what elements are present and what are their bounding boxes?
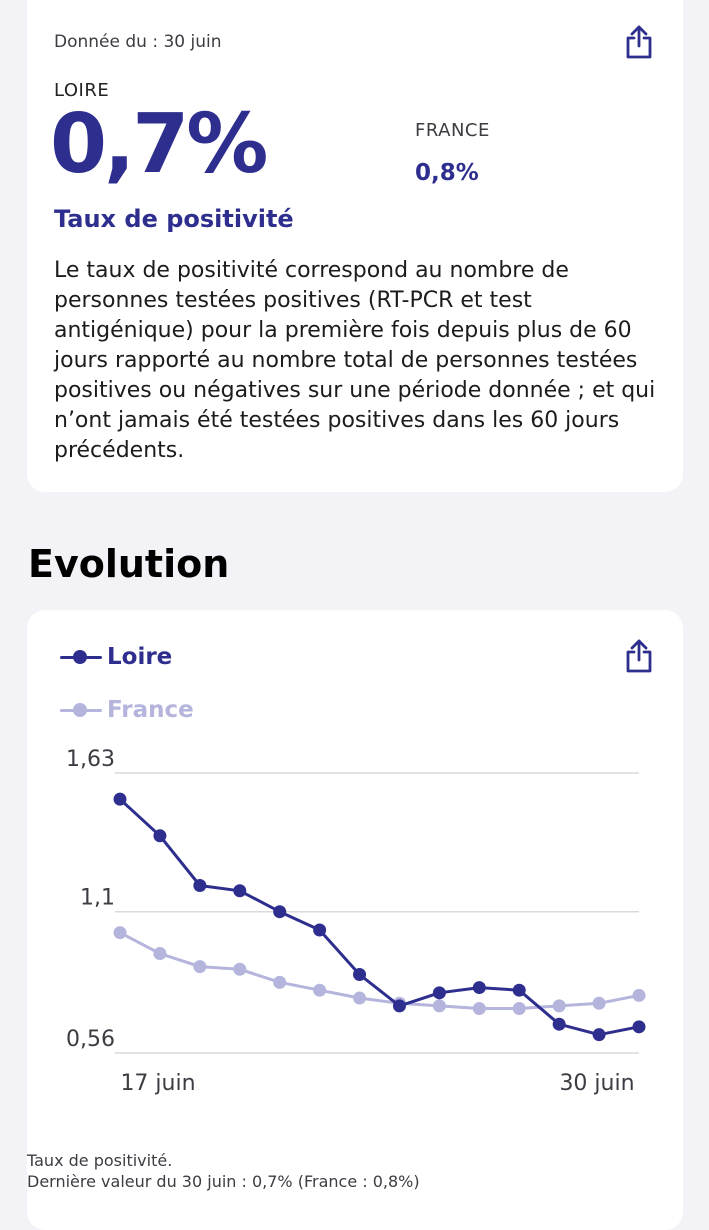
caption-line-1: Taux de positivité.	[27, 1151, 173, 1170]
metric-name: Taux de positivité	[54, 205, 294, 233]
data-point-loire	[193, 879, 206, 892]
share-icon[interactable]	[624, 24, 654, 60]
data-point-france	[273, 976, 286, 989]
section-title: Evolution	[28, 542, 230, 586]
positivity-chart	[27, 610, 683, 1150]
data-point-france	[473, 1002, 486, 1015]
data-point-loire	[273, 905, 286, 918]
data-point-france	[593, 997, 606, 1010]
data-point-loire	[233, 884, 246, 897]
data-point-loire	[473, 981, 486, 994]
france-value: 0,8%	[415, 160, 479, 186]
legend-label-loire: Loire	[107, 644, 173, 670]
chart-caption	[27, 1150, 420, 1192]
summary-card	[27, 0, 683, 492]
data-point-france	[313, 984, 326, 997]
data-point-france	[353, 992, 366, 1005]
legend-label-france: France	[107, 697, 194, 723]
data-point-france	[193, 960, 206, 973]
data-point-loire	[114, 793, 127, 806]
data-point-loire	[513, 984, 526, 997]
data-point-loire	[153, 829, 166, 842]
y-tick-label: 1,1	[80, 885, 115, 911]
data-point-france	[513, 1002, 526, 1015]
data-point-france	[553, 999, 566, 1012]
data-point-france	[233, 963, 246, 976]
data-point-loire	[593, 1028, 606, 1041]
evolution-card	[27, 610, 683, 1230]
data-point-loire	[433, 986, 446, 999]
x-tick-label: 30 juin	[559, 1071, 635, 1096]
data-point-france	[153, 947, 166, 960]
x-tick-label: 17 juin	[120, 1071, 196, 1096]
data-point-france	[433, 999, 446, 1012]
data-point-loire	[553, 1018, 566, 1031]
data-point-loire	[353, 968, 366, 981]
data-date: Donnée du : 30 juin	[54, 32, 222, 52]
metric-description: Le taux de positivité correspond au nombre de personnes testées positives (RT-PCR et test antigénique) pour la première fois depuis plus de 60 jours rapporté au nombre total de personnes testées positives ou négatives sur une période donnée ; et qui n’ont jamais été testées positives dans les 60 jours précédents.	[54, 258, 656, 463]
data-point-france	[633, 989, 646, 1002]
region-value: 0,7%	[50, 97, 266, 192]
caption-line-2: Dernière valeur du 30 juin : 0,7% (France : 0,8%)	[27, 1172, 420, 1191]
region-label: LOIRE	[54, 80, 110, 101]
france-label: FRANCE	[415, 120, 490, 141]
data-point-france	[114, 926, 127, 939]
y-tick-label: 1,63	[66, 747, 115, 772]
data-point-loire	[313, 924, 326, 937]
y-tick-label: 0,56	[66, 1027, 115, 1052]
data-point-loire	[633, 1020, 646, 1033]
data-point-loire	[393, 999, 406, 1012]
